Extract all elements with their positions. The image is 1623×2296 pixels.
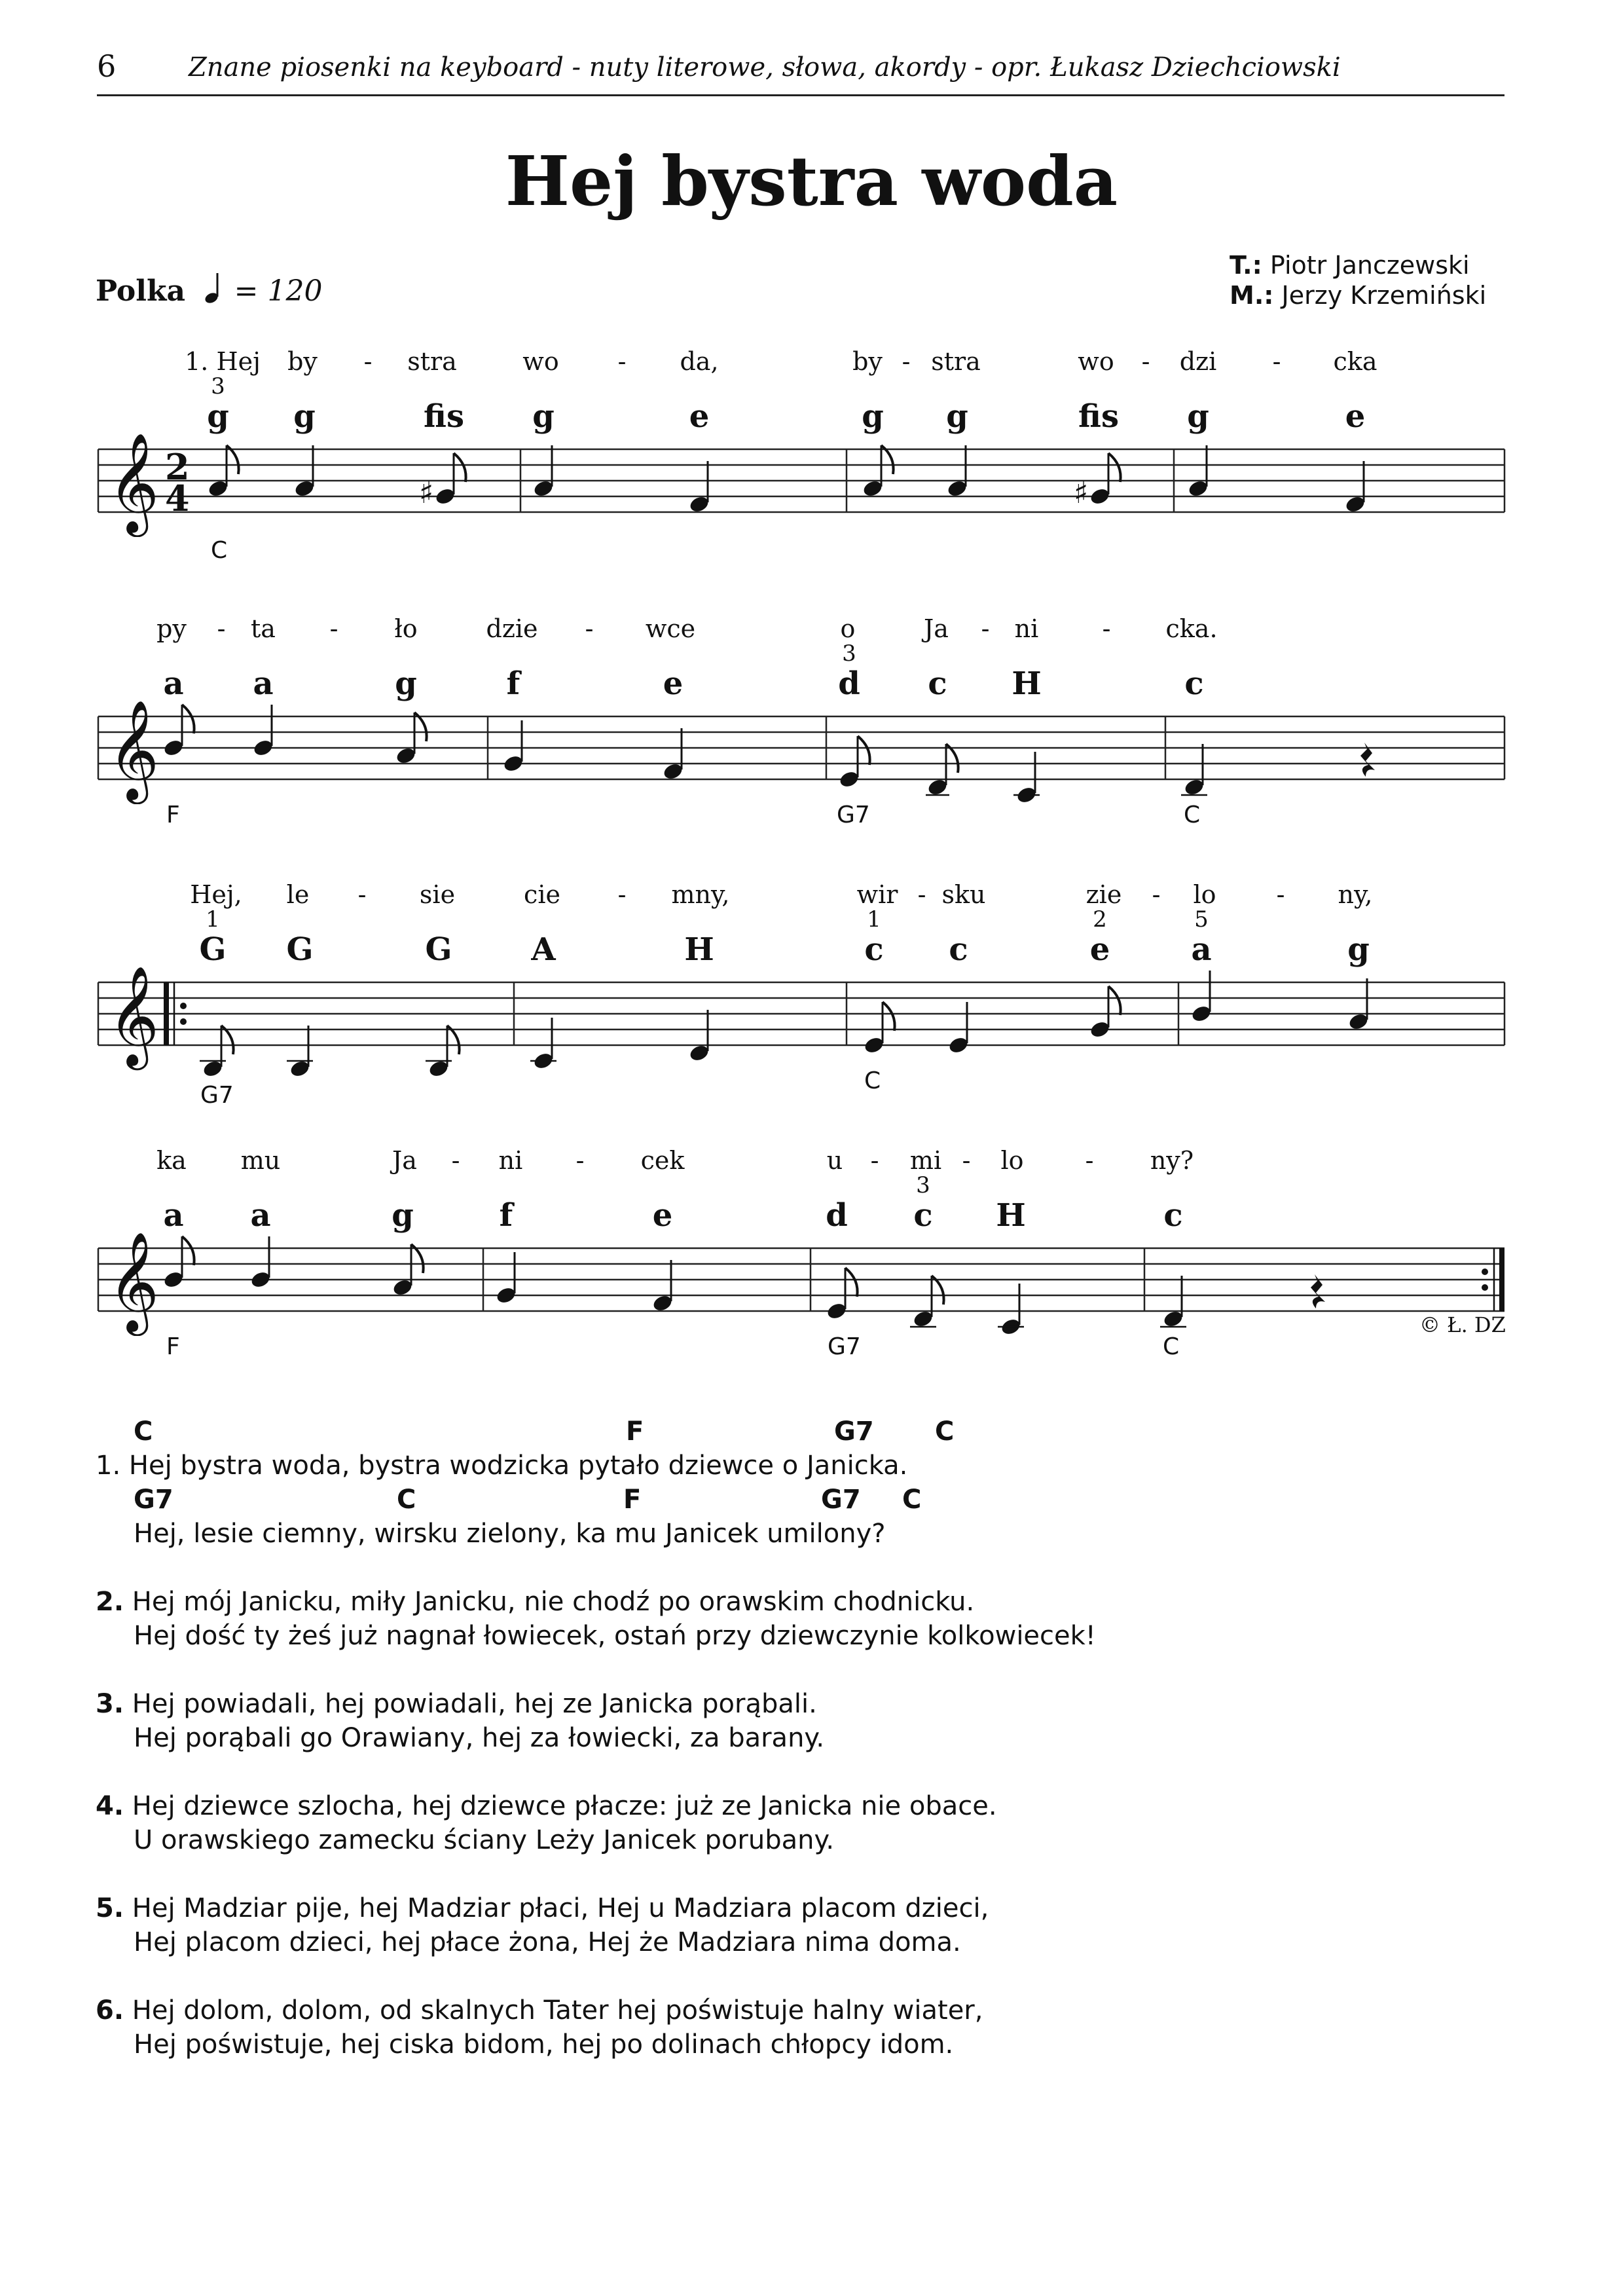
lyric-syllable: wo — [1078, 347, 1114, 376]
lyric-syllable: by — [287, 347, 318, 376]
note-letter: g — [532, 398, 555, 435]
fingering-number: 5 — [1194, 906, 1209, 933]
treble-clef-icon: 𝄞 — [108, 965, 160, 1066]
chord-symbol: G7 — [134, 1485, 173, 1515]
page-header — [97, 48, 1504, 96]
note-letter: e — [1345, 398, 1366, 435]
lyric-syllable: - — [962, 1146, 971, 1175]
chord-symbol: G7 — [821, 1485, 861, 1515]
lyric-line: U orawskiego zamecku ściany Leży Janicek porubany. — [134, 1825, 835, 1855]
lyric-syllable: le — [286, 880, 310, 909]
lyric-line: Hej dziewce szlocha, hej dziewce płacze: już ze Janicka nie obace. — [132, 1791, 997, 1821]
note-letter: G — [425, 931, 452, 968]
verse-2 — [96, 1585, 1096, 1653]
lyric-line: Hej porąbali go Orawiany, hej za łowiecki, za barany. — [134, 1723, 825, 1753]
note-letter: g — [946, 398, 968, 435]
note-letter: e — [1089, 931, 1110, 968]
fingering-number: 1 — [206, 906, 220, 933]
note-letter: H — [996, 1197, 1026, 1234]
chord-row — [96, 1415, 1096, 1449]
song-title: Hej bystra woda — [505, 141, 1118, 221]
tempo-value: = 120 — [234, 274, 323, 308]
fingering-number: 3 — [211, 373, 225, 399]
verse-3 — [96, 1687, 1096, 1755]
lyric-syllable: - — [1272, 347, 1281, 376]
lyric-syllable: cie — [524, 880, 560, 909]
note-letter: g — [293, 398, 316, 435]
chord-symbol: G7 — [837, 802, 870, 828]
note-letter: a — [253, 665, 274, 702]
lyric-line: Hej mój Janicku, miły Janicku, nie chodź po orawskim chodnicku. — [132, 1587, 975, 1617]
lyric-syllable: ni — [1014, 614, 1039, 643]
svg-text:♯: ♯ — [1074, 475, 1089, 510]
note-letter: a — [163, 1197, 184, 1234]
music-author: Jerzy Krzemiński — [1281, 281, 1487, 310]
lyric-syllable: stra — [407, 347, 457, 376]
svg-text:♯: ♯ — [419, 475, 434, 510]
chord-symbol: C — [1163, 1333, 1180, 1360]
chord-symbol: G7 — [834, 1416, 874, 1447]
lyric-syllable: lo — [1193, 880, 1216, 909]
treble-clef-icon: 𝄞 — [108, 432, 160, 533]
lyric-syllable: cek — [640, 1146, 685, 1175]
chord-symbol: G7 — [200, 1082, 234, 1109]
text-author: Piotr Janczewski — [1269, 251, 1470, 280]
lyric-line: 1. Hej bystra woda, bystra wodzicka pytało dziewce o Janicka. — [96, 1451, 908, 1481]
fingering-number: 2 — [1093, 906, 1107, 933]
lyric-syllable: wir — [856, 880, 898, 909]
lyric-syllable: zie — [1085, 880, 1122, 909]
note-letter: f — [499, 1197, 513, 1234]
lyric-syllable: sie — [419, 880, 456, 909]
lyric-syllable: lo — [1000, 1146, 1024, 1175]
lyric-syllable: wce — [645, 614, 696, 643]
lyric-syllable: mny, — [671, 880, 730, 909]
lyric-line: Hej dość ty żeś już nagnał łowiecek, ostań przy dziewczynie kolkowiecek! — [134, 1621, 1096, 1651]
note-letter: a — [163, 665, 184, 702]
lyric-syllable: - — [329, 614, 338, 643]
lyric-syllable: 1. Hej — [185, 347, 261, 376]
lyric-syllable: u — [826, 1146, 843, 1175]
lyric-syllable: by — [852, 347, 883, 376]
staff — [0, 608, 1623, 804]
page-number: 6 — [97, 48, 117, 84]
lyric-syllable: - — [617, 880, 627, 909]
chord-symbol: F — [626, 1416, 644, 1447]
lyric-syllable: cka. — [1165, 614, 1218, 643]
lyric-line: Hej poświstuje, hej ciska bidom, hej po dolinach chłopcy idom. — [134, 2029, 954, 2060]
note-letter: c — [1163, 1197, 1183, 1234]
note-letter: d — [826, 1197, 848, 1234]
time-signature-top: 2 — [165, 446, 190, 488]
note-letter: c — [913, 1197, 933, 1234]
lyric-line: Hej powiadali, hej powiadali, hej ze Janicka porąbali. — [132, 1689, 817, 1719]
lyric-syllable: sku — [941, 880, 986, 909]
lyrics-section — [96, 1415, 1096, 2062]
copyright-note: © Ł. DZ — [1419, 1312, 1506, 1337]
chord-symbol: C — [935, 1416, 955, 1447]
lyric-syllable: mu — [240, 1146, 281, 1175]
lyric-syllable: - — [575, 1146, 585, 1175]
verse-4 — [96, 1789, 1096, 1857]
note-letter: f — [506, 665, 520, 702]
lyric-syllable: - — [902, 347, 911, 376]
lyric-syllable: - — [363, 347, 373, 376]
lyric-syllable: - — [1276, 880, 1285, 909]
note-letter: e — [689, 398, 710, 435]
lyric-syllable: Hej, — [190, 880, 242, 909]
lyric-syllable: - — [981, 614, 990, 643]
note-letter: c — [928, 665, 947, 702]
staff — [0, 874, 1623, 1083]
lyric-syllable: - — [1085, 1146, 1094, 1175]
lyric-syllable: ny? — [1150, 1146, 1194, 1175]
fingering-number: 3 — [916, 1172, 930, 1198]
note-letter: g — [207, 398, 229, 435]
chord-symbol: F — [166, 802, 180, 828]
lyric-syllable: cka — [1333, 347, 1377, 376]
note-letter: c — [1184, 665, 1204, 702]
credits — [1230, 250, 1486, 310]
chord-symbol: F — [623, 1485, 642, 1515]
lyric-syllable: o — [840, 614, 856, 643]
lyric-line: Hej dolom, dolom, od skalnych Tater hej poświstuje halny wiater, — [132, 1995, 983, 2026]
quarter-note-icon — [204, 272, 224, 305]
lyric-syllable: - — [1102, 614, 1111, 643]
note-letter: G — [199, 931, 227, 968]
time-signature-bottom: 4 — [165, 477, 190, 519]
lyric-syllable: - — [1152, 880, 1161, 909]
note-letter: c — [949, 931, 968, 968]
verse-number: 6. — [96, 1995, 124, 2026]
lyric-syllable: ło — [394, 614, 418, 643]
lyric-syllable: dzie — [486, 614, 538, 643]
lyric-syllable: mi — [909, 1146, 942, 1175]
lyric-syllable: - — [585, 614, 594, 643]
lyric-syllable: - — [217, 614, 226, 643]
verse-number: 5. — [96, 1893, 124, 1923]
chord-symbol: C — [902, 1485, 922, 1515]
lyric-syllable: wo — [522, 347, 559, 376]
tempo-marking — [96, 272, 322, 308]
note-letter: g — [1187, 398, 1209, 435]
lyric-syllable: ny, — [1338, 880, 1373, 909]
note-letter: d — [838, 665, 860, 702]
lyric-syllable: da, — [680, 347, 719, 376]
lyric-syllable: ta — [251, 614, 276, 643]
music-label: M.: — [1230, 281, 1274, 310]
staff — [0, 1139, 1623, 1336]
verse-6 — [96, 1993, 1096, 2062]
note-letter: e — [663, 665, 684, 702]
note-letter: H — [684, 931, 714, 968]
fingering-number: 1 — [867, 906, 881, 933]
verse-number: 2. — [96, 1587, 124, 1617]
note-letter: e — [652, 1197, 673, 1234]
music-system-1 — [0, 341, 1623, 616]
note-letter: fis — [424, 398, 464, 435]
lyric-syllable: - — [917, 880, 926, 909]
lyric-syllable: - — [617, 347, 627, 376]
verse-number: 4. — [96, 1791, 124, 1821]
verse-5 — [96, 1891, 1096, 1959]
note-letter: A — [531, 931, 556, 968]
music-system-3 — [0, 874, 1623, 1149]
note-letter: fis — [1078, 398, 1119, 435]
note-letter: g — [395, 665, 417, 702]
lyric-line: Hej Madziar pije, hej Madziar płaci, Hej u Madziara placom dzieci, — [132, 1893, 989, 1923]
lyric-syllable: ni — [498, 1146, 523, 1175]
staff — [0, 341, 1623, 537]
fingering-number: 3 — [842, 640, 856, 667]
lyric-syllable: - — [451, 1146, 460, 1175]
chord-symbol: C — [397, 1485, 416, 1515]
book-title: Znane piosenki na keyboard - nuty literowe, słowa, akordy - opr. Łukasz Dziechciowski — [189, 52, 1341, 83]
chord-symbol: C — [864, 1067, 881, 1094]
note-letter: a — [1191, 931, 1212, 968]
chord-symbol: C — [1184, 802, 1201, 828]
music-system-2 — [0, 608, 1623, 883]
text-label: T.: — [1230, 251, 1262, 280]
lyric-syllable: - — [357, 880, 367, 909]
note-letter: g — [862, 398, 884, 435]
lyric-line: Hej placom dzieci, hej płace żona, Hej że Madziara nima doma. — [134, 1927, 961, 1957]
lyric-syllable: Ja — [924, 614, 949, 643]
lyric-line: Hej, lesie ciemny, wirsku zielony, ka mu Janicek umilony? — [134, 1519, 886, 1549]
treble-clef-icon: 𝄞 — [108, 1231, 160, 1332]
lyric-syllable: py — [156, 614, 187, 643]
chord-symbol: C — [211, 537, 228, 564]
lyric-syllable: - — [1141, 347, 1150, 376]
lyric-syllable: dzi — [1179, 347, 1217, 376]
note-letter: g — [1347, 931, 1370, 968]
tempo-style: Polka — [96, 274, 185, 308]
chord-symbol: F — [166, 1333, 180, 1360]
chord-symbol: G7 — [828, 1333, 861, 1360]
lyric-syllable: stra — [931, 347, 981, 376]
chord-row — [96, 1483, 1096, 1517]
treble-clef-icon: 𝄞 — [108, 699, 160, 800]
lyric-syllable: - — [870, 1146, 879, 1175]
note-letter: H — [1012, 665, 1042, 702]
chord-symbol: C — [134, 1416, 153, 1447]
note-letter: a — [250, 1197, 271, 1234]
music-system-4 — [0, 1139, 1623, 1415]
note-letter: c — [864, 931, 884, 968]
note-letter: G — [286, 931, 314, 968]
note-letter: g — [392, 1197, 414, 1234]
lyric-syllable: ka — [156, 1146, 187, 1175]
lyric-syllable: Ja — [392, 1146, 417, 1175]
verse-number: 3. — [96, 1689, 124, 1719]
